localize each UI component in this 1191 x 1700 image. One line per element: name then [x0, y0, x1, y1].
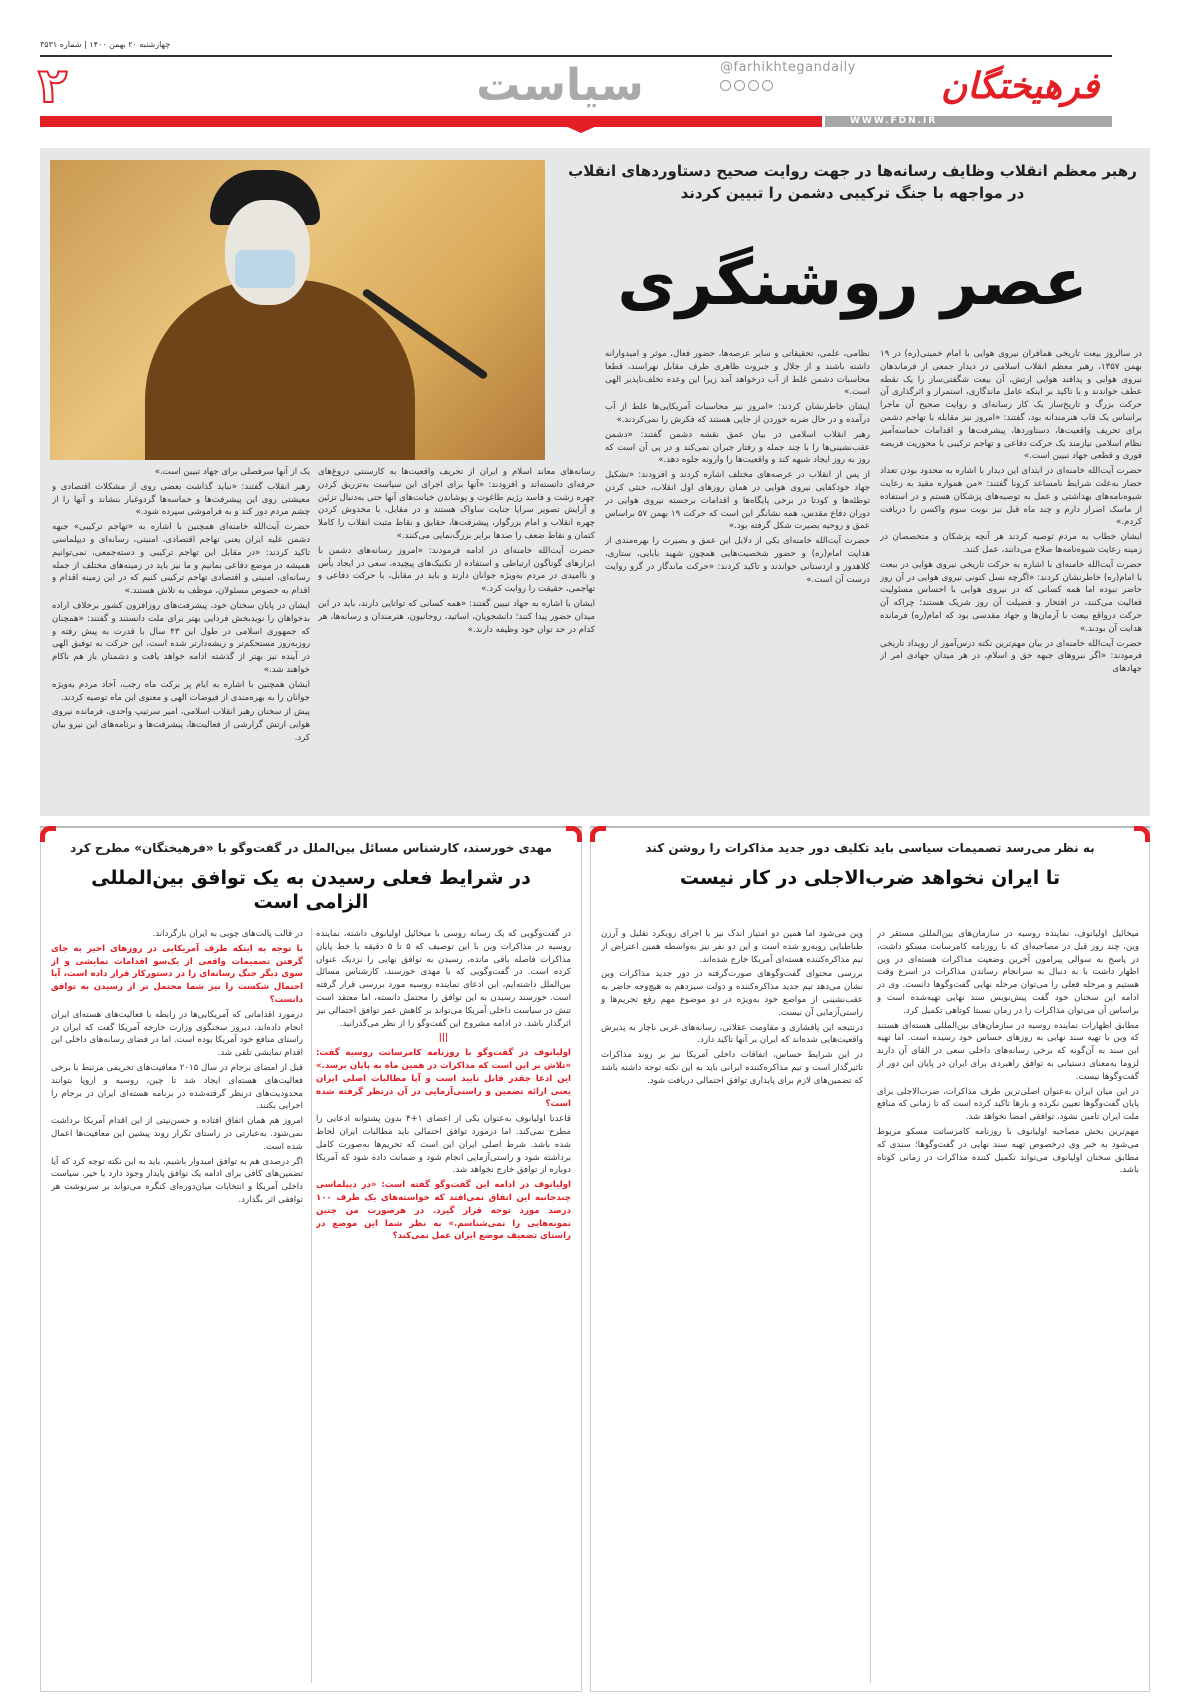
corner-marker — [590, 826, 606, 842]
paragraph: حضرت آیت‌الله خامنه‌ای با اشاره به حرکت تاریخی نیروی هوایی در بیعت با امام(ره) خاطرنشان کردند: «اگرچه نسل کنونی نیروی هوایی در آن روز حاضر نبوده اما همه کسانی که در نیروی هوایی با احساس مسئولیت فعالیت می‌کنند، در افتخار و فضیلت آن روز شریک هستند؛ چراکه آن حرکت درواقع بیعت با آرمان‌ها و جهاد مقدسی بود که امام(ره) فرمانده هدایت آن بودند.» — [880, 559, 1142, 634]
paragraph: بررسی محتوای گفت‌وگوهای صورت‌گرفته در دور جدید مذاکرات وین نشان می‌دهد تیم جدید مذاکره‌کننده و دولت سیزدهم به هیچ‌وجه حاضر به عقب‌نشینی از مواضع خود به‌ویژه در دو موضوع مهم رفع تحریم‌ها و راستی‌آزمایی آن نیست. — [601, 969, 863, 1018]
paragraph: امروز هم همان اتفاق افتاده و حسن‌نیتی از این اقدام آمریکا برداشت نمی‌شود. به‌عبارتی در راستای تکرار روند پیشین این معافیت‌ها اعمال شده است. — [51, 1116, 303, 1152]
paragraph: ایشان با اشاره به جهاد تبیین گفتند: «همه کسانی که توانایی دارند، باید در این میدان حضور پیدا کنند؛ دانشجویان، اساتید، روحانیون، هنرمندان و رسانه‌ها، هر کدام در حد توان خود وظیفه دارند.» — [318, 598, 595, 635]
social-handle: @farhikhtegandaily — [720, 60, 856, 75]
paragraph: در سالروز بیعت تاریخی همافران نیروی هوایی با امام خمینی(ره) در ۱۹ بهمن ۱۳۵۷، رهبر معظم انقلاب اسلامی در دیدار جمعی از فرماندهان نیروی هوایی و پدافند هوایی ارتش، آن بیعت شگفتی‌ساز را یک نقطه عطف خواندند و با تاکید بر اینکه عامل ماندگاری، استمرار و اثرگذاری آن حرکت بزرگ و تاریخ‌ساز یک کار رسانه‌ای و روایت صحیح آن ماجرا براساس یک قاب هنرمندانه بود، گفتند: «امروز نیز مقابله با تهاجم دشمن برای تحریف واقعیت‌ها، دستاوردها، پیشرفت‌ها و اقدامات حماسه‌آمیز نظام اسلامی نیازمند یک حرکت دفاعی و تهاجم ترکیبی با محوریت فریضه فوری و قطعی جهاد تبیین است.» — [880, 349, 1142, 462]
column-divider — [870, 928, 871, 1683]
paragraph: حضرت آیت‌الله خامنه‌ای در بیان مهم‌ترین نکته درس‌آموز از رویداد تاریخی فرمودند: «اگر نیروهای جبهه حق و اسلام، در هر میدان جهادی امر از جهادهای — [880, 638, 1142, 675]
article-column — [601, 928, 863, 1683]
article-title: در شرایط فعلی رسیدن به یک توافق بین‌المللی الزامی است — [91, 867, 531, 913]
paragraph: از پس از انقلاب در عرصه‌های مختلف اشاره کردند و افزودند: «تشکیل جهاد خودکفایی نیروی هوایی در همان روزهای اول انقلاب، خنثی کردن توطئه‌ها و کودتا در برخی پایگاه‌ها و اقدامات برجسته نیروی هوایی در دوران دفاع مقدس، همه نشانگر این است که حرکت ۱۹ بهمن ۵۷ براساس عمق و روحیه بصیرت شکل گرفته بود.» — [605, 470, 870, 532]
header-red-bar — [40, 116, 822, 127]
paragraph: درمورد اقداماتی که آمریکایی‌ها در رابطه با فعالیت‌های هسته‌ای ایران انجام داده‌اند، دیروز سخنگوی وزارت خارجه آمریکا گفت که ایران در راستای منافع خود آمریکا بوده است. اما در فضای رسانه‌های داخلی این اقدام نمایشی تلقی شد. — [51, 1009, 303, 1059]
feature-column — [880, 348, 1142, 808]
paragraph: ایشان خاطرنشان کردند: «امروز نیز محاسبات آمریکایی‌ها غلط از آب درآمده و در حال ضربه خوردن از جایی هستند که فکرش را نمی‌کردند.» — [605, 402, 870, 425]
paragraph: میخائیل اولیانوف، نماینده روسیه در سازمان‌های بین‌المللی مستقر در وین، چند روز قبل در مصاحبه‌ای که با روزنامه کامرسانت مسکو داشت، در پاسخ به سوالی پیرامون آخرین وضعیت مذاکرات هسته‌ای در وین اظهار داشت با به دنبال به سرانجام رساندن مذاکرات در اسرع وقت هستیم و مرحله فعلی را می‌توان مرحله نهایی گفت‌وگوها دانست. وی در ادامه این سخنان خود گفت پیش‌نویس سند نهایی تهیه‌شده است و براساس آن می‌توان مذاکرات را در زمان نسبتا کوتاهی تکمیل کرد. — [877, 929, 1139, 1016]
paragraph: با توجه به اینکه طرف آمریکایی در روزهای اخیر به جای گرفتن تصمیمات واقعی از یک‌سو اقدامات نمایشی و از سوی دیگر جنگ رسانه‌ای را در دستورکار قرار داده است، آیا احتمال شکست را نیز شما محتمل تر از رسیدن به توافق دانست؟ — [51, 943, 303, 1005]
article-title: تا ایران نخواهد ضرب‌الاجلی در کار نیست — [679, 867, 1061, 889]
paragraph: قاعدتا اولیانوف به‌عنوان یکی از اعضای ۱+۴ بدون پشتوانه ادعایی را مطرح نمی‌کند. اما درمورد توافق احتمالی باید مطالبات ایران لحاظ شده باشد. شرط اصلی ایران این است که تحریم‌ها به‌صورت کامل برداشته شود و راستی‌آزمایی انجام شود و ضمانت داده شود که آمریکا دوباره از توافق خارج نخواهد شد. — [316, 1114, 571, 1176]
dateline: چهارشنبه ۲۰ بهمن ۱۴۰۰ | شماره ۳۵۳۱ — [40, 40, 171, 49]
paragraph: ایشان خطاب به مردم توصیه کردند هر آنچه پزشکان و متخصصان در زمینه رعایت شیوه‌نامه‌ها صلاح می‌دانند، عمل کنند. — [880, 532, 1142, 555]
paragraph: حضرت آیت‌الله خامنه‌ای در ادامه فرمودند: «امروز رسانه‌های دشمن با ابزارهای گوناگون ارتباطی و استفاده از تکنیک‌های پیچیده، سعی در ایجاد یأس و ناامیدی در مردم به‌ویژه جوانان دارند و باید در مقابل، با حرکت دفاعی و تهاجمی، حقیقت را روایت کرد.» — [318, 545, 595, 595]
paragraph: ایشان همچنین با اشاره به ایام پر برکت ماه رجب، آحاد مردم به‌ویژه جوانان را به بهره‌مندی از فیوضات الهی و معنوی این ماه توصیه کردند. — [52, 679, 310, 703]
paragraph: اگر درصدی هم به توافق امیدوار باشیم، باید به این نکته توجه کرد که آیا تضمین‌های کافی برای ادامه یک توافق پایدار وجود دارد یا خیر. سیاست داخلی آمریکا و انتخابات میان‌دوره‌ای کنگره می‌تواند بر سرنوشت هر توافقی اثر بگذارد. — [51, 1156, 303, 1205]
paragraph: وین می‌شود اما همین دو امتیاز اندک نیز با اجرای رویکرد تقلیل و آرزن طباطبایی روبه‌رو شده است و این دو نفر نیز به‌واسطه همین اعتراض از تیم مذاکره‌کننده هسته‌ای آمریکا خارج شده‌اند. — [601, 929, 863, 965]
article-column — [877, 928, 1139, 1683]
paragraph: یک از آنها سرفصلی برای جهاد تبیین است.» — [154, 467, 310, 477]
twitter-icon — [748, 80, 759, 91]
paragraph: رسانه‌های معاند اسلام و ایران از تحریف واقعیت‌ها به کارسنتی دروغ‌های حرفه‌ای دانسته‌اند و افزودند: «آنها برای اجرای این سیاست به‌تزریق کردن چهره زشت و فاسد رژیم طاغوت و پوشاندن خیانت‌های آنها حتی به‌دنبال تزئین و آرایش تصویر سرایا جنایت ساواک هستند و در مقابل، با مخدوش کردن چهره انقلاب و امام بزرگوار، پیشرفت‌ها، حقایق و نقاط مثبت انقلاب را کاملا کتمان و نقاط ضعف را صدها برابر بزرگ‌نمایی می‌کنند.» — [318, 467, 595, 541]
paragraph: حضرت آیت‌الله خامنه‌ای در ابتدای این دیدار با اشاره به محدود بودن تعداد حضار به‌علت شرایط نامساعد کرونا گفتند: «من همواره مقید به رعایت شیوه‌نامه‌های بهداشتی و عمل به توصیه‌های پزشکان هستم و در استفاده از ماسک اصرار دارم و چند ماه قبل نیز نوبت سوم واکسن را دریافت کردم.» — [880, 466, 1142, 528]
social-icons — [720, 80, 773, 91]
corner-marker — [566, 826, 582, 842]
paragraph: ایشان در پایان سخنان خود، پیشرفت‌های روزافزون کشور برخلاف اراده بدخواهان را نویدبخش فردایی بهتر برای ملت دانستند و گفتند: «همچنان که جمهوری اسلامی در طول این ۴۳ سال با قدرت به پیش رفته و روزبه‌روز مستحکم‌تر و ریشه‌دارتر شده است، این حرکت به توفیق الهی در آینده نیز بهتر از گذشته ادامه خواهد یافت و دشمنان باز هم ناکام خواهند شد.» — [52, 600, 310, 675]
newspaper-logo: فرهیختگان — [940, 65, 1100, 107]
feature-column — [52, 466, 310, 808]
paragraph: حضرت آیت‌الله خامنه‌ای یکی از دلایل این عمق و بصیرت را بهره‌مندی از هدایت امام(ره) و حضور شخصیت‌هایی همچون شهید بابایی، ستاری، کلاهدوز و اردستانی خواندند و تاکید کردند: «حرکت ماندگار در گرو روایت درست آن است.» — [605, 536, 870, 585]
feature-title: عصر روشنگری — [617, 246, 1088, 320]
instagram-icon — [720, 80, 731, 91]
article-kicker: مهدی خورسند، کارشناس مسائل بین‌الملل در گفت‌وگو با «فرهیختگان» مطرح کرد — [70, 841, 552, 855]
article-column — [316, 928, 571, 1683]
article-right — [590, 826, 1150, 1692]
paragraph: اولیانوف در گفت‌وگو با روزنامه کامرسانت روسیه گفت: «تلاش بر این است که مذاکرات در همین ماه به پایان برسد.» این ادعا چقدر قابل تایید است و آیا مطالبات اصلی ایران یعنی ارائه تضمین و راستی‌آزمایی در آن درنظر گرفته شده است؟ — [316, 1048, 571, 1110]
paragraph: مهم‌ترین بخش مصاحبه اولیانوف با روزنامه کامرسانت مسکو مربوط می‌شود به خبر وی درخصوص تهیه سند نهایی در گفت‌وگوها؛ سندی که مطابق سخنان اولیانوف می‌تواند تکمیل کننده مذاکرات در زمانی کوتاه باشد. — [877, 1126, 1139, 1176]
feature-photo — [50, 160, 545, 460]
feature-column — [605, 348, 870, 808]
article-left — [40, 826, 582, 1692]
paragraph: حضرت آیت‌الله خامنه‌ای همچنین با اشاره به «تهاجم ترکیبی» جبهه دشمن علیه ایران یعنی تهاجم اقتصادی، امنیتی، رسانه‌ای و دیپلماسی تاکید کردند: «در مقابل این تهاجم ترکیبی و دسته‌جمعی، نمی‌توانیم همیشه در موضع دفاعی بمانیم و ما نیز باید در زمینه‌های مختلف از جمله رسانه‌ای، امنیتی و اقتصادی تهاجم ترکیبی کنیم که در این زمینه اقدام و اقدام به خصوص مسئولان، موظف به تلاش هستند.» — [52, 522, 310, 597]
paragraph: در این شرایط حساس، اتفاقات داخلی آمریکا نیز بر روند مذاکرات تاثیرگذار است و تیم مذاکره‌کننده ایرانی باید به این نکته توجه داشته باشد که تضمین‌های لازم برای پایداری توافق احتمالی دریافت شود. — [601, 1050, 863, 1086]
paragraph: قبل از امضای برجام در سال ۲۰۱۵ معافیت‌های تحریمی مرتبط با برخی فعالیت‌های هسته‌ای ایجاد شد تا چین، روسیه و اروپا بتوانند محدودیت‌های درنظر گرفته‌شده در برنامه هسته‌ای ایران در برجام را اجرایی بکنند. — [51, 1062, 303, 1112]
website-bar: WWW.FDN.IR — [825, 116, 1112, 127]
corner-marker — [1134, 826, 1150, 842]
paragraph: مطابق اظهارات نماینده روسیه در سازمان‌های بین‌المللی هسته‌ای هستند که وین با تهیه سند نهایی به روزهای حساس خود رسیده است. اما تهیه این سند به آن‌گونه که برخی رسانه‌های داخلی سعی در القای آن دارند لزوما به‌معنای دستیابی به توافق راهبردی برای ایران در پایان این دور از گفت‌وگوها نیست. — [877, 1020, 1139, 1082]
aparat-icon — [762, 80, 773, 91]
paragraph: در قالب پالت‌های چوبی به ایران بازگرداند. — [152, 929, 303, 939]
paragraph: رهبر انقلاب اسلامی در بیان عمق نقشه دشمن گفتند: «دشمن عقب‌نشینی‌ها را با چند جمله و رفتار جبران نمی‌کند و در پی آن است که روز به روز ایجاد شبهه کند و واقعیت‌ها را وارونه جلوه دهد.» — [605, 429, 870, 466]
paragraph: پیش از سخنان رهبر انقلاب اسلامی، امیر سرتیپ واحدی، فرمانده نیروی هوایی ارتش گزارشی از فعالیت‌ها، پیشرفت‌ها و برنامه‌های این نیرو بیان کرد. — [52, 707, 310, 743]
header-notch — [563, 125, 599, 133]
telegram-icon — [734, 80, 745, 91]
paragraph: درنتیجه این پافشاری و مقاومت عقلانی، رسانه‌های غربی ناچار به پذیرش واقعیت‌هایی شده‌اند که ایران بر آنها تاکید دارد. — [601, 1022, 863, 1046]
column-divider — [311, 928, 312, 1683]
section-separator: ||| — [438, 1033, 449, 1044]
paragraph: در این میان ایران به‌عنوان اصلی‌ترین طرف مذاکرات، ضرب‌الاجلی برای پایان گفت‌وگوها تعیین نکرده و بارها تاکید کرده است که تا زمانی که منافع ملت ایران تامین نشود، توافقی امضا نخواهد شد. — [877, 1086, 1139, 1123]
corner-marker — [40, 826, 56, 842]
paragraph: رهبر انقلاب گفتند: «نباید گذاشت بعضی روی از مشکلات اقتصادی و معیشتی روی این پیشرفت‌ها و حماسه‌ها گردوغبار بنشاند و آنها را از چشم مردم دور کند و به فراموشی سپرده شود.» — [52, 481, 310, 518]
paragraph: نظامی، علمی، تحقیقاتی و سایر عرصه‌ها، حضور فعال، موثر و امیدوارانه داشته باشند و از جلال و جبروت ظاهری طرف مقابل نهراسند، قطعا محاسبات دشمن غلط از آب درخواهد آمد زیرا این وعده تخلف‌ناپذیر الهی است.» — [605, 349, 870, 398]
section-title: سیاست — [476, 60, 644, 111]
article-column — [51, 928, 303, 1683]
paragraph: در گفت‌وگویی که یک رسانه روسی با میخائیل اولیانوف داشته، نماینده روسیه در مذاکرات وین با این توصیف که ۵ تا ۵ دقیقه با خط پایان مذاکرات فاصله باقی مانده، رسیدن به توافق نهایی را نزدیک عنوان کرده است. در گفت‌وگویی که با مهدی خورسند، کارشناس مسائل بین‌الملل داشته‌ایم، این ادعای نماینده روسیه مورد بررسی قرار گرفته است. خورسند رسیدن به این توافق را محتمل دانسته، اما معتقد است تنش در سیاست داخلی آمریکا می‌تواند بر کاهش عمر توافق احتمالی نیز اثرگذار باشد. در ادامه مشروح این گفت‌وگو را از نظر می‌گذرانید. — [316, 929, 571, 1029]
paragraph: اولیانوف در ادامه این گفت‌وگو گفته است: «در دیپلماسی چندجانبه این اتفاق نمی‌افتد که خواسته‌های یک طرف ۱۰۰ درصد مورد توجه قرار گیرد. در هرصورت من چنین نمونه‌هایی را نمی‌شناسم.» به نظر شما این موضع در راستای تضعیف موضع ایران عمل نمی‌کند؟ — [316, 1180, 571, 1242]
page-number: ۲ — [38, 58, 68, 114]
article-kicker: به نظر می‌رسد تصمیمات سیاسی باید تکلیف دور جدید مذاکرات را روشن کند — [645, 841, 1095, 855]
top-rule — [40, 55, 1112, 57]
feature-column — [318, 466, 595, 808]
feature-kicker: رهبر معظم انقلاب وظایف رسانه‌ها در جهت روایت صحیح دستاوردهای انقلاب در مواجهه با جنگ ترکیبی دشمن را تبیین کردند — [568, 162, 1137, 202]
